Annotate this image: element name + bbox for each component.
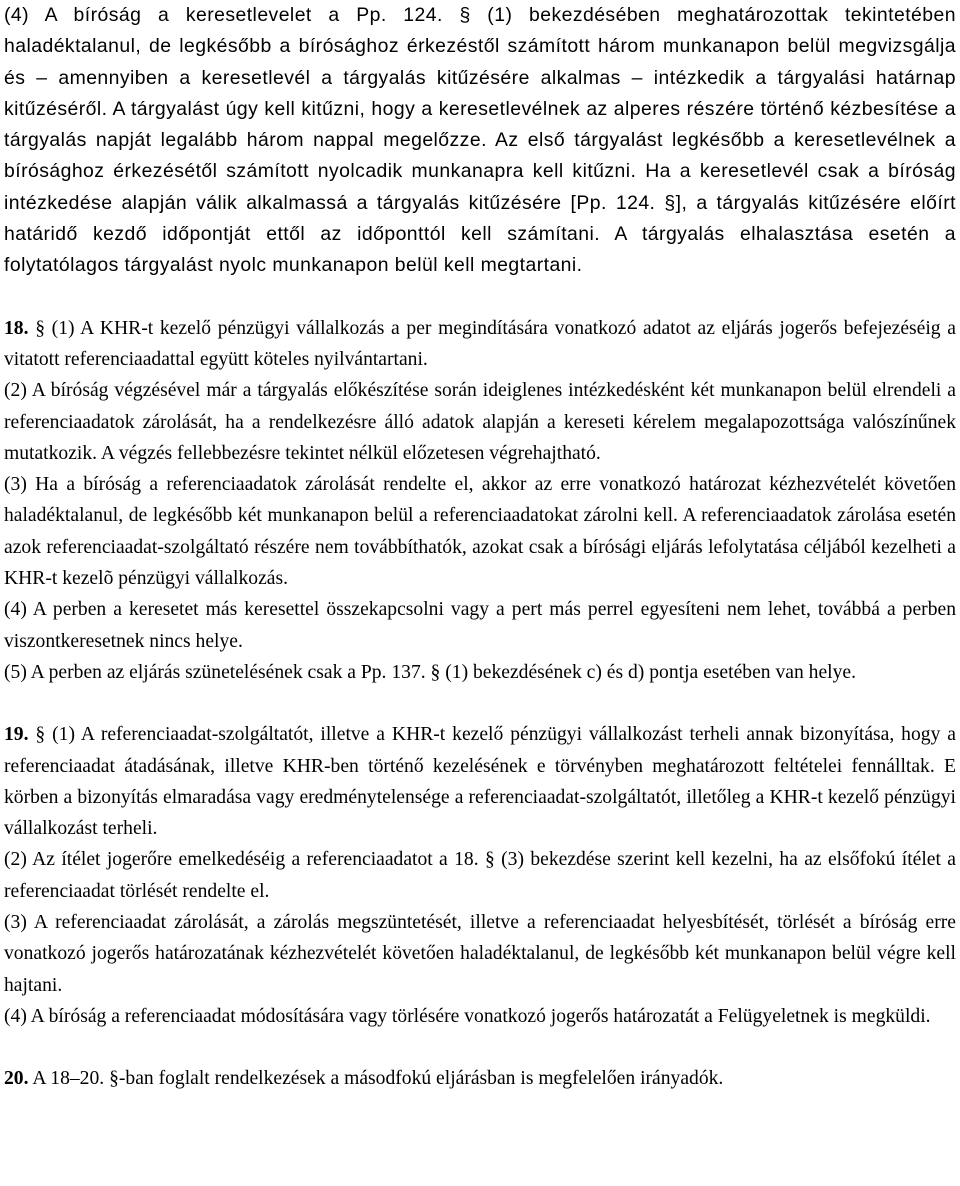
section-19-paragraph-3: (3) A referenciaadat zárolását, a zárolás megszüntetését, illetve a referenciaadat helyesbítését, törlését a bíróság erre vonatkozó jogerős határozatának kézhezvételét követően haladéktalanul, de legkésőbb két munkanapon belül végre kell hajtani.: [4, 912, 956, 996]
section-18-paragraph-1-text: § (1) A KHR-t kezelő pénzügyi vállalkozás a per megindítására vonatkozó adatot az eljárás jogerős befejezéséig a vitatott referenciaadattal együtt köteles nyilvántartani.: [4, 317, 956, 370]
section-18-paragraph-1: [4, 313, 956, 376]
section-20-paragraph-1-text: A 18–20. §-ban foglalt rendelkezések a másodfokú eljárásban is megfelelően irányadók.: [32, 1068, 724, 1090]
section-19-paragraph-1-text: § (1) A referenciaadat-szolgáltatót, illetve a KHR-t kezelő pénzügyi vállalkozást terheli annak bizonyítása, hogy a referenciaadat átadásának, illetve KHR-ben történő kezelésének e törvényben meghatározott feltételei fennálltak. E körben a bizonyítás elmaradása vagy eredménytelensége a referenciaadat-szolgáltatót, illetőleg a KHR-t kezelő pénzügyi vállalkozást terheli.: [4, 724, 956, 840]
section-18-paragraph-2: (2) A bíróság végzésével már a tárgyalás előkészítése során ideiglenes intézkedésként két munkanapon belül elrendeli a referenciaadatok zárolását, ha a rendelkezésre álló adatok alapján a kereseti kérelem megalapozottsága valószínűnek mutatkozik. A végzés fellebbezésre tekintet nélkül előzetesen végrehajtható.: [4, 380, 956, 464]
section-18-paragraph-4: (4) A perben a keresetet más keresettel összekapcsolni vagy a pert más perrel egyesíteni nem lehet, továbbá a perben viszontkeresetnek nincs helye.: [4, 599, 956, 652]
section-19: [4, 719, 956, 1032]
section-18-paragraph-5: (5) A perben az eljárás szünetelésének csak a Pp. 137. § (1) bekezdésének c) és d) pontja esetében van helye.: [4, 661, 856, 683]
section-18-paragraph-3: (3) Ha a bíróság a referenciaadatok zárolását rendelte el, akkor az erre vonatkozó határozat kézhezvételét követően haladéktalanul, de legkésőbb két munkanapon belül a referenciaadatokat zárolni kell. A referenciaadatok zárolása esetén azok referenciaadat-szolgáltató részére nem továbbíthatók, azokat csak a bírósági eljárás lefolytatása céljából kezelheti a KHR-t kezelõ pénzügyi vállalkozás.: [4, 474, 956, 590]
section-19-paragraph-4: (4) A bíróság a referenciaadat módosítására vagy törlésére vonatkozó jogerős határozatát a Felügyeletnek is megküldi.: [4, 1005, 931, 1027]
section-number: 19.: [4, 724, 29, 746]
section-20: [4, 1063, 956, 1094]
section-18: [4, 313, 956, 689]
section-19-paragraph-1: [4, 719, 956, 844]
paragraph-17-4: (4) A bíróság a keresetlevelet a Pp. 124. § (1) bekezdésében meghatározottak tekintetében haladéktalanul, de legkésőbb a bírósághoz érkezéstől számított három munkanapon belül megvizsgálja és – amennyiben a keresetlevél a tárgyalás kitűzésére alkalmas – intézkedik a tárgyalási határnap kitűzéséről. A tárgyalást úgy kell kitűzni, hogy a keresetlevélnek az alperes részére történő kézbesítése a tárgyalás napját legalább három nappal megelőzze. Az első tárgyalást legkésőbb a keresetlevélnek a bírósághoz érkezésétől számított nyolcadik munkanapra kell kitűzni. Ha a keresetlevél csak a bíróság intézkedése alapján válik alkalmassá a tárgyalás kitűzésére [Pp. 124. §], a tárgyalás kitűzésére előírt határidő kezdő időpontját ettől az időponttól kell számítani. A tárgyalás elhalasztása esetén a folytatólagos tárgyalást nyolc munkanapon belül kell megtartani.: [4, 4, 956, 277]
section-20-paragraph-1: [4, 1063, 956, 1094]
section-19-paragraph-2: (2) Az ítélet jogerőre emelkedéséig a referenciaadatot a 18. § (3) bekezdése szerint kell kezelni, ha az elsőfokú ítélet a referenciaadat törlését rendelte el.: [4, 849, 956, 902]
document-page: [4, 0, 956, 1095]
section-number: 18.: [4, 317, 29, 339]
section-number: 20.: [4, 1068, 29, 1090]
